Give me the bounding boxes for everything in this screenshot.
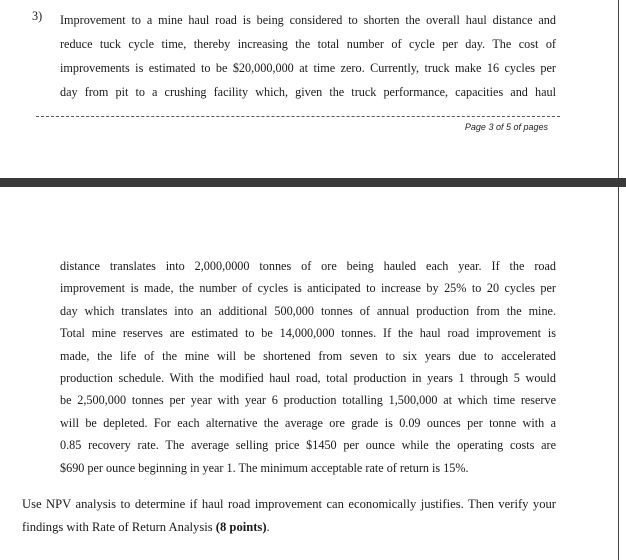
question-line: be 2,500,000 tonnes per year with year 6 production totalling 1,500,000 at which time reserve	[60, 393, 556, 408]
instruction-period: .	[266, 520, 270, 534]
instruction-line: Use NPV analysis to determine if haul road improvement can economically justifies. Then verify your	[22, 497, 556, 511]
question-line: day which translates into an additional 500,000 tonnes of annual production from the mine.	[60, 303, 556, 318]
question-number: 3)	[32, 9, 43, 23]
question-line: will be depleted. For each alternative the average ore grade is 0.09 ounces per tonne with a	[60, 415, 556, 430]
page-3-bottom-section	[0, 0, 619, 178]
points-label: (8 points)	[215, 520, 267, 534]
question-line: distance translates into 2,000,0000 tonnes of ore being hauled each year. If the road	[60, 259, 556, 273]
instruction-paragraph	[22, 493, 556, 539]
question-line: 0.85 recovery rate. The average selling price $1450 per ounce while the operating costs are	[60, 438, 556, 453]
question-line: Improvement to a mine haul road is being considered to shorten the overall haul distance and	[60, 13, 556, 27]
instruction-text: findings with Rate of Return Analysis	[22, 520, 213, 534]
question-line: improvements is estimated to be $20,000,000 at time zero. Currently, truck make 16 cycles per	[60, 61, 556, 75]
question-line: reduce tuck cycle time, thereby increasing the total number of cycle per day. The cost of	[60, 37, 556, 51]
footer-divider	[36, 116, 560, 117]
question-text-part-1	[60, 8, 556, 104]
question-line: improvement is made, the number of cycles is anticipated to increase by 25% to 20 cycles per	[60, 281, 556, 296]
question-line: Total mine reserves are estimated to be 14,000,000 tonnes. If the haul road improvement is	[60, 326, 556, 341]
page-number-footer: Page 3 of 5 of pages	[464, 122, 548, 132]
question-text-part-2	[60, 255, 556, 479]
instruction-line-2	[22, 516, 556, 539]
question-line: production schedule. With the modified haul road, total production in years 1 through 5 would	[60, 370, 556, 385]
question-line: made, the life of the mine will be shortened from seven to six years due to accelerated	[60, 348, 556, 363]
page-4-top-section	[0, 187, 619, 560]
question-line: day from pit to a crushing facility which, given the truck performance, capacities and haul	[60, 85, 556, 99]
page-break-bar	[0, 178, 626, 187]
question-line: $690 per ounce beginning in year 1. The minimum acceptable rate of return is 15%.	[60, 460, 469, 475]
